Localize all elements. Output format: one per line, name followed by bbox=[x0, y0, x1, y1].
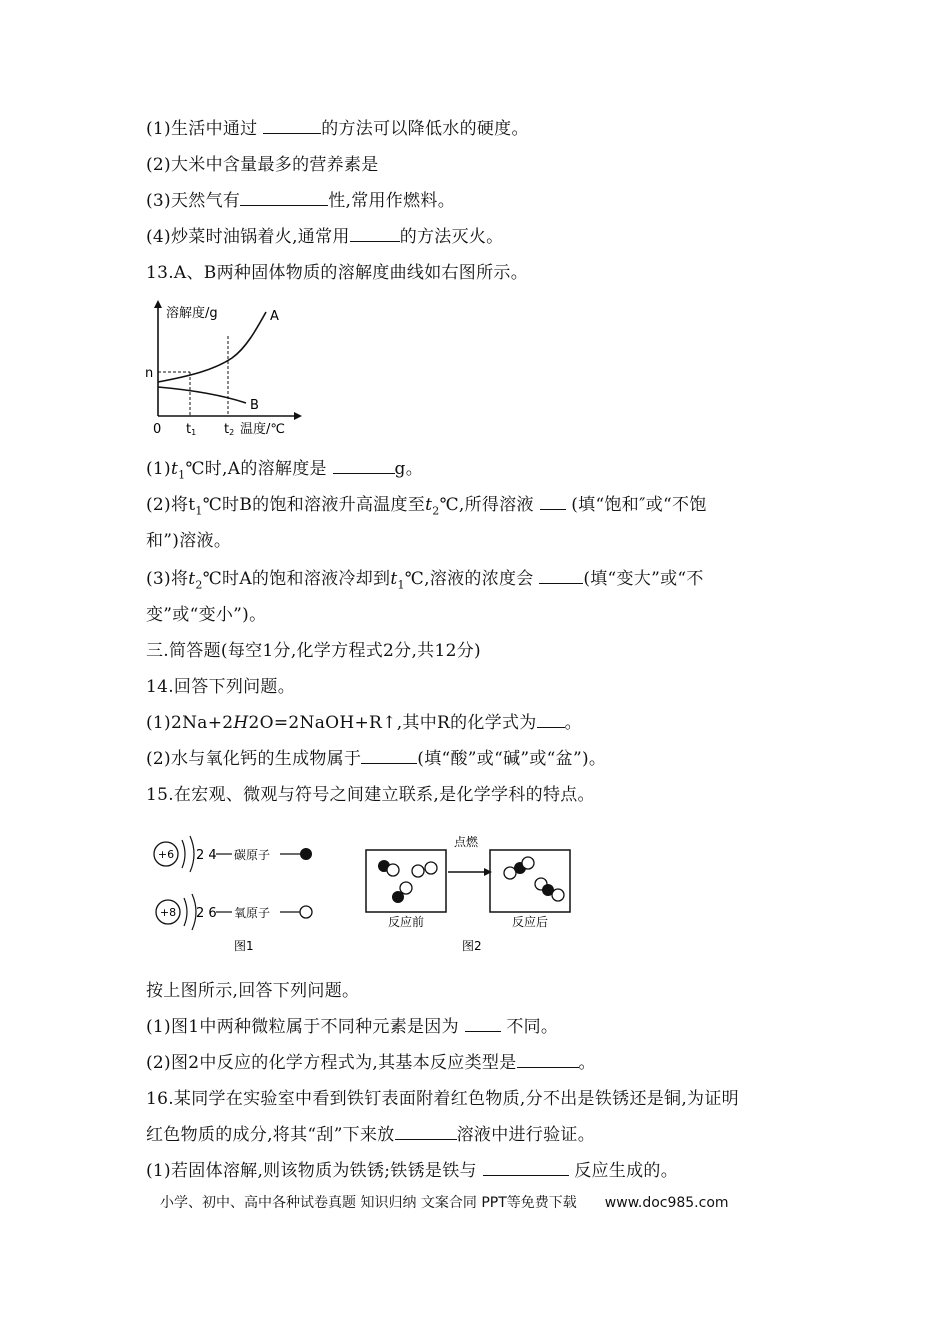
carbon-atom-icon bbox=[300, 848, 312, 860]
x-axis-arrow bbox=[294, 412, 302, 420]
curve-b bbox=[158, 387, 246, 403]
fig2-caption: 图2 bbox=[462, 939, 482, 953]
oxygen-atom bbox=[425, 862, 437, 874]
answer-blank[interactable] bbox=[395, 1125, 457, 1140]
footer-url[interactable]: www.doc985.com bbox=[604, 1195, 729, 1211]
q13-line-2: (2)将$t_1℃$时B的饱和溶液升高温度至$t_2℃$,所得溶液 (填“饱和″或“不饱 bbox=[146, 495, 707, 518]
q12-line-3: (3)天然气有 性,常用作燃料。 bbox=[146, 191, 455, 211]
solubility-chart bbox=[142, 298, 302, 440]
oxygen-label: 氧原子 bbox=[234, 906, 271, 920]
answer-blank[interactable] bbox=[350, 227, 400, 242]
answer-blank[interactable] bbox=[539, 569, 583, 584]
answer-blank[interactable] bbox=[240, 191, 328, 206]
answer-blank[interactable] bbox=[333, 459, 395, 474]
t2-label: t2 bbox=[224, 422, 235, 437]
q14-line-2: (2)水与氧化钙的生成物属于 (填“酸”或“碱”或“盆”)。 bbox=[146, 749, 607, 769]
atom-diagrams bbox=[144, 826, 604, 958]
q14-line-1: (1)2Na+2H2O=2NaOH+R↑,其中R的化学式为 。 bbox=[146, 713, 582, 733]
q14-stem: 14.回答下列问题。 bbox=[146, 677, 296, 697]
q16-stem-2: 红色物质的成分,将其“刮”下来放 溶液中进行验证。 bbox=[146, 1125, 595, 1145]
answer-blank[interactable] bbox=[465, 1017, 501, 1032]
ignite-label: 点燃 bbox=[454, 835, 479, 849]
answer-blank[interactable] bbox=[263, 119, 321, 134]
oxygen-atom bbox=[552, 889, 564, 901]
curve-a-label: A bbox=[270, 309, 279, 324]
origin-label: 0 bbox=[153, 422, 162, 437]
svg-text:+8: +8 bbox=[159, 906, 177, 919]
q13-stem: 13.A、B两种固体物质的溶解度曲线如右图所示。 bbox=[146, 263, 529, 283]
oxygen-atom bbox=[522, 857, 534, 869]
oxygen-atom-diagram bbox=[156, 894, 312, 930]
carbon-atom-diagram bbox=[154, 836, 312, 872]
q13-line-1: $(1)t_1℃$时,A的溶解度是 g。 bbox=[146, 459, 424, 482]
q16-stem-1: 16.某同学在实验室中看到铁钉表面附着红色物质,分不出是铁锈还是铜,为证明 bbox=[146, 1089, 739, 1109]
answer-blank[interactable] bbox=[540, 495, 566, 510]
q16-line-1: (1)若固体溶解,则该物质为铁锈;铁锈是铁与 反应生成的。 bbox=[146, 1161, 679, 1181]
q13-line-3: (3)将$t_2℃$时A的饱和溶液冷却到$t_1℃$,溶液的浓度会 (填“变大”或“不 bbox=[146, 569, 704, 592]
fig1-caption: 图1 bbox=[234, 939, 254, 953]
y-axis-arrow bbox=[154, 300, 162, 308]
q15-prompt: 按上图所示,回答下列问题。 bbox=[146, 981, 360, 1001]
q13-line-2-cont: 和”)溶液。 bbox=[146, 531, 232, 551]
x-axis-label: 温度/℃ bbox=[240, 422, 285, 437]
q15-line-1: (1)图1中两种微粒属于不同种元素是因为 不同。 bbox=[146, 1017, 559, 1037]
answer-blank[interactable] bbox=[517, 1053, 579, 1068]
svg-text:2 6: 2 6 bbox=[196, 906, 217, 921]
q15-line-2: (2)图2中反应的化学方程式为,其基本反应类型是 。 bbox=[146, 1053, 596, 1073]
q15-stem: 15.在宏观、微观与符号之间建立联系,是化学学科的特点。 bbox=[146, 785, 595, 805]
curve-b-label: B bbox=[250, 398, 259, 413]
n-label: n bbox=[145, 366, 154, 381]
footer-text: 小学、初中、高中各种试卷真题 知识归纳 文案合同 PPT等免费下载 bbox=[160, 1195, 577, 1211]
q13-line-3-cont: 变”或“变小”)。 bbox=[146, 605, 267, 625]
oxygen-atom bbox=[400, 882, 412, 894]
t1-label: t1 bbox=[186, 422, 197, 437]
before-label: 反应前 bbox=[387, 915, 425, 929]
answer-blank[interactable] bbox=[483, 1161, 569, 1176]
oxygen-atom bbox=[387, 864, 399, 876]
y-axis-label: 溶解度/g bbox=[166, 306, 218, 321]
svg-text:2 4: 2 4 bbox=[196, 848, 217, 863]
q12-line-1: (1)生活中通过 的方法可以降低水的硬度。 bbox=[146, 119, 529, 139]
reaction-arrowhead bbox=[484, 868, 492, 876]
oxygen-atom bbox=[412, 865, 424, 877]
oxygen-atom-icon bbox=[300, 906, 312, 918]
carbon-label: 碳原子 bbox=[234, 848, 271, 862]
answer-blank[interactable] bbox=[537, 713, 565, 728]
answer-blank[interactable] bbox=[361, 749, 417, 764]
after-label: 反应后 bbox=[511, 915, 549, 929]
carbon-atom bbox=[392, 891, 404, 903]
q12-line-4: (4)炒菜时油锅着火,通常用 的方法灭火。 bbox=[146, 227, 504, 247]
page-footer bbox=[160, 1192, 729, 1212]
svg-text:+6: +6 bbox=[157, 848, 175, 861]
section-3-heading: 三.简答题(每空1分,化学方程式2分,共12分) bbox=[146, 641, 481, 661]
q12-line-2: (2)大米中含量最多的营养素是 bbox=[146, 155, 379, 175]
before-reaction-box bbox=[366, 850, 446, 912]
